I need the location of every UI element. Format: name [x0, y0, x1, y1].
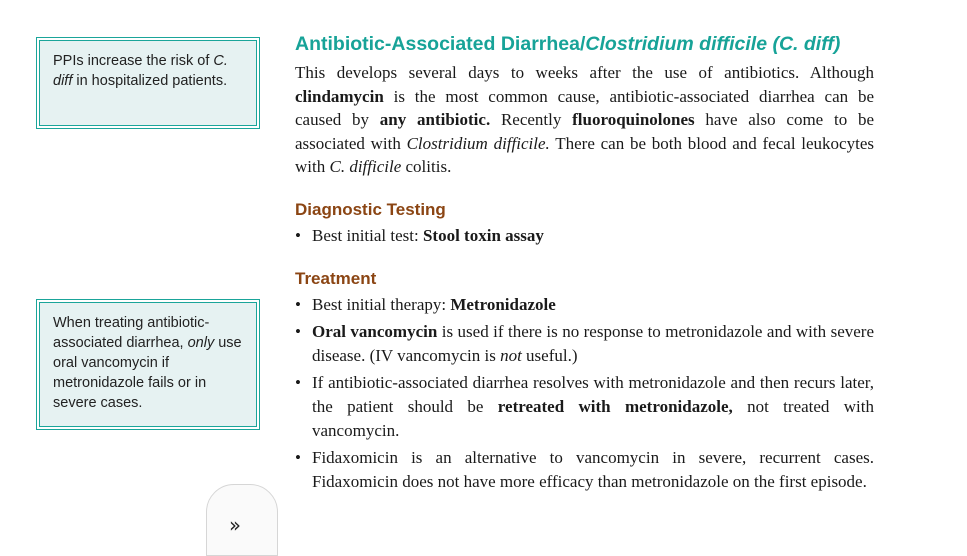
- diagnostic-heading: Diagnostic Testing: [295, 199, 446, 219]
- sidebar-note-ppi: PPIs increase the risk of C. diff in hospitalized patients.: [36, 37, 260, 129]
- page-title: Antibiotic-Associated Diarrhea/Clostridium difficile (C. diff): [295, 33, 841, 55]
- list-item: • If antibiotic-associated diarrhea resolves with metronidazole and then recurs later, the patient should be retreated with metronidazole, not treated with vancomycin.: [295, 371, 874, 442]
- double-chevron-icon: ››: [229, 513, 237, 537]
- intro-paragraph: This develops several days to weeks after the use of antibiotics. Although clindamycin is the most common cause, antibiotic-associated diarrhea can be caused by any antibiotic. Recently fluoroquinolones have also come to be associated with Clostridium difficile. There can be both blood and fecal leukocytes with C. difficile colitis.: [295, 63, 875, 177]
- list-item: • Fidaxomicin is an alternative to vancomycin in severe, recurrent cases. Fidaxomicin does not have more efficacy than metronidazole on the first episode.: [295, 446, 874, 494]
- list-item: • Best initial test: Stool toxin assay: [295, 224, 874, 248]
- sidebar-note-vancomycin: When treating antibiotic-associated diarrhea, only use oral vancomycin if metronidazole fails or in severe cases.: [36, 299, 260, 430]
- list-item: • Best initial therapy: Metronidazole: [295, 293, 874, 317]
- list-item: • Oral vancomycin is used if there is no response to metronidazole and with severe disease. (IV vancomycin is not useful.): [295, 320, 874, 368]
- page-corner-icon: [206, 484, 278, 556]
- main-content: [295, 31, 874, 497]
- treatment-heading: Treatment: [295, 268, 377, 288]
- treatment-list: [295, 293, 874, 494]
- diagnostic-list: [295, 224, 874, 248]
